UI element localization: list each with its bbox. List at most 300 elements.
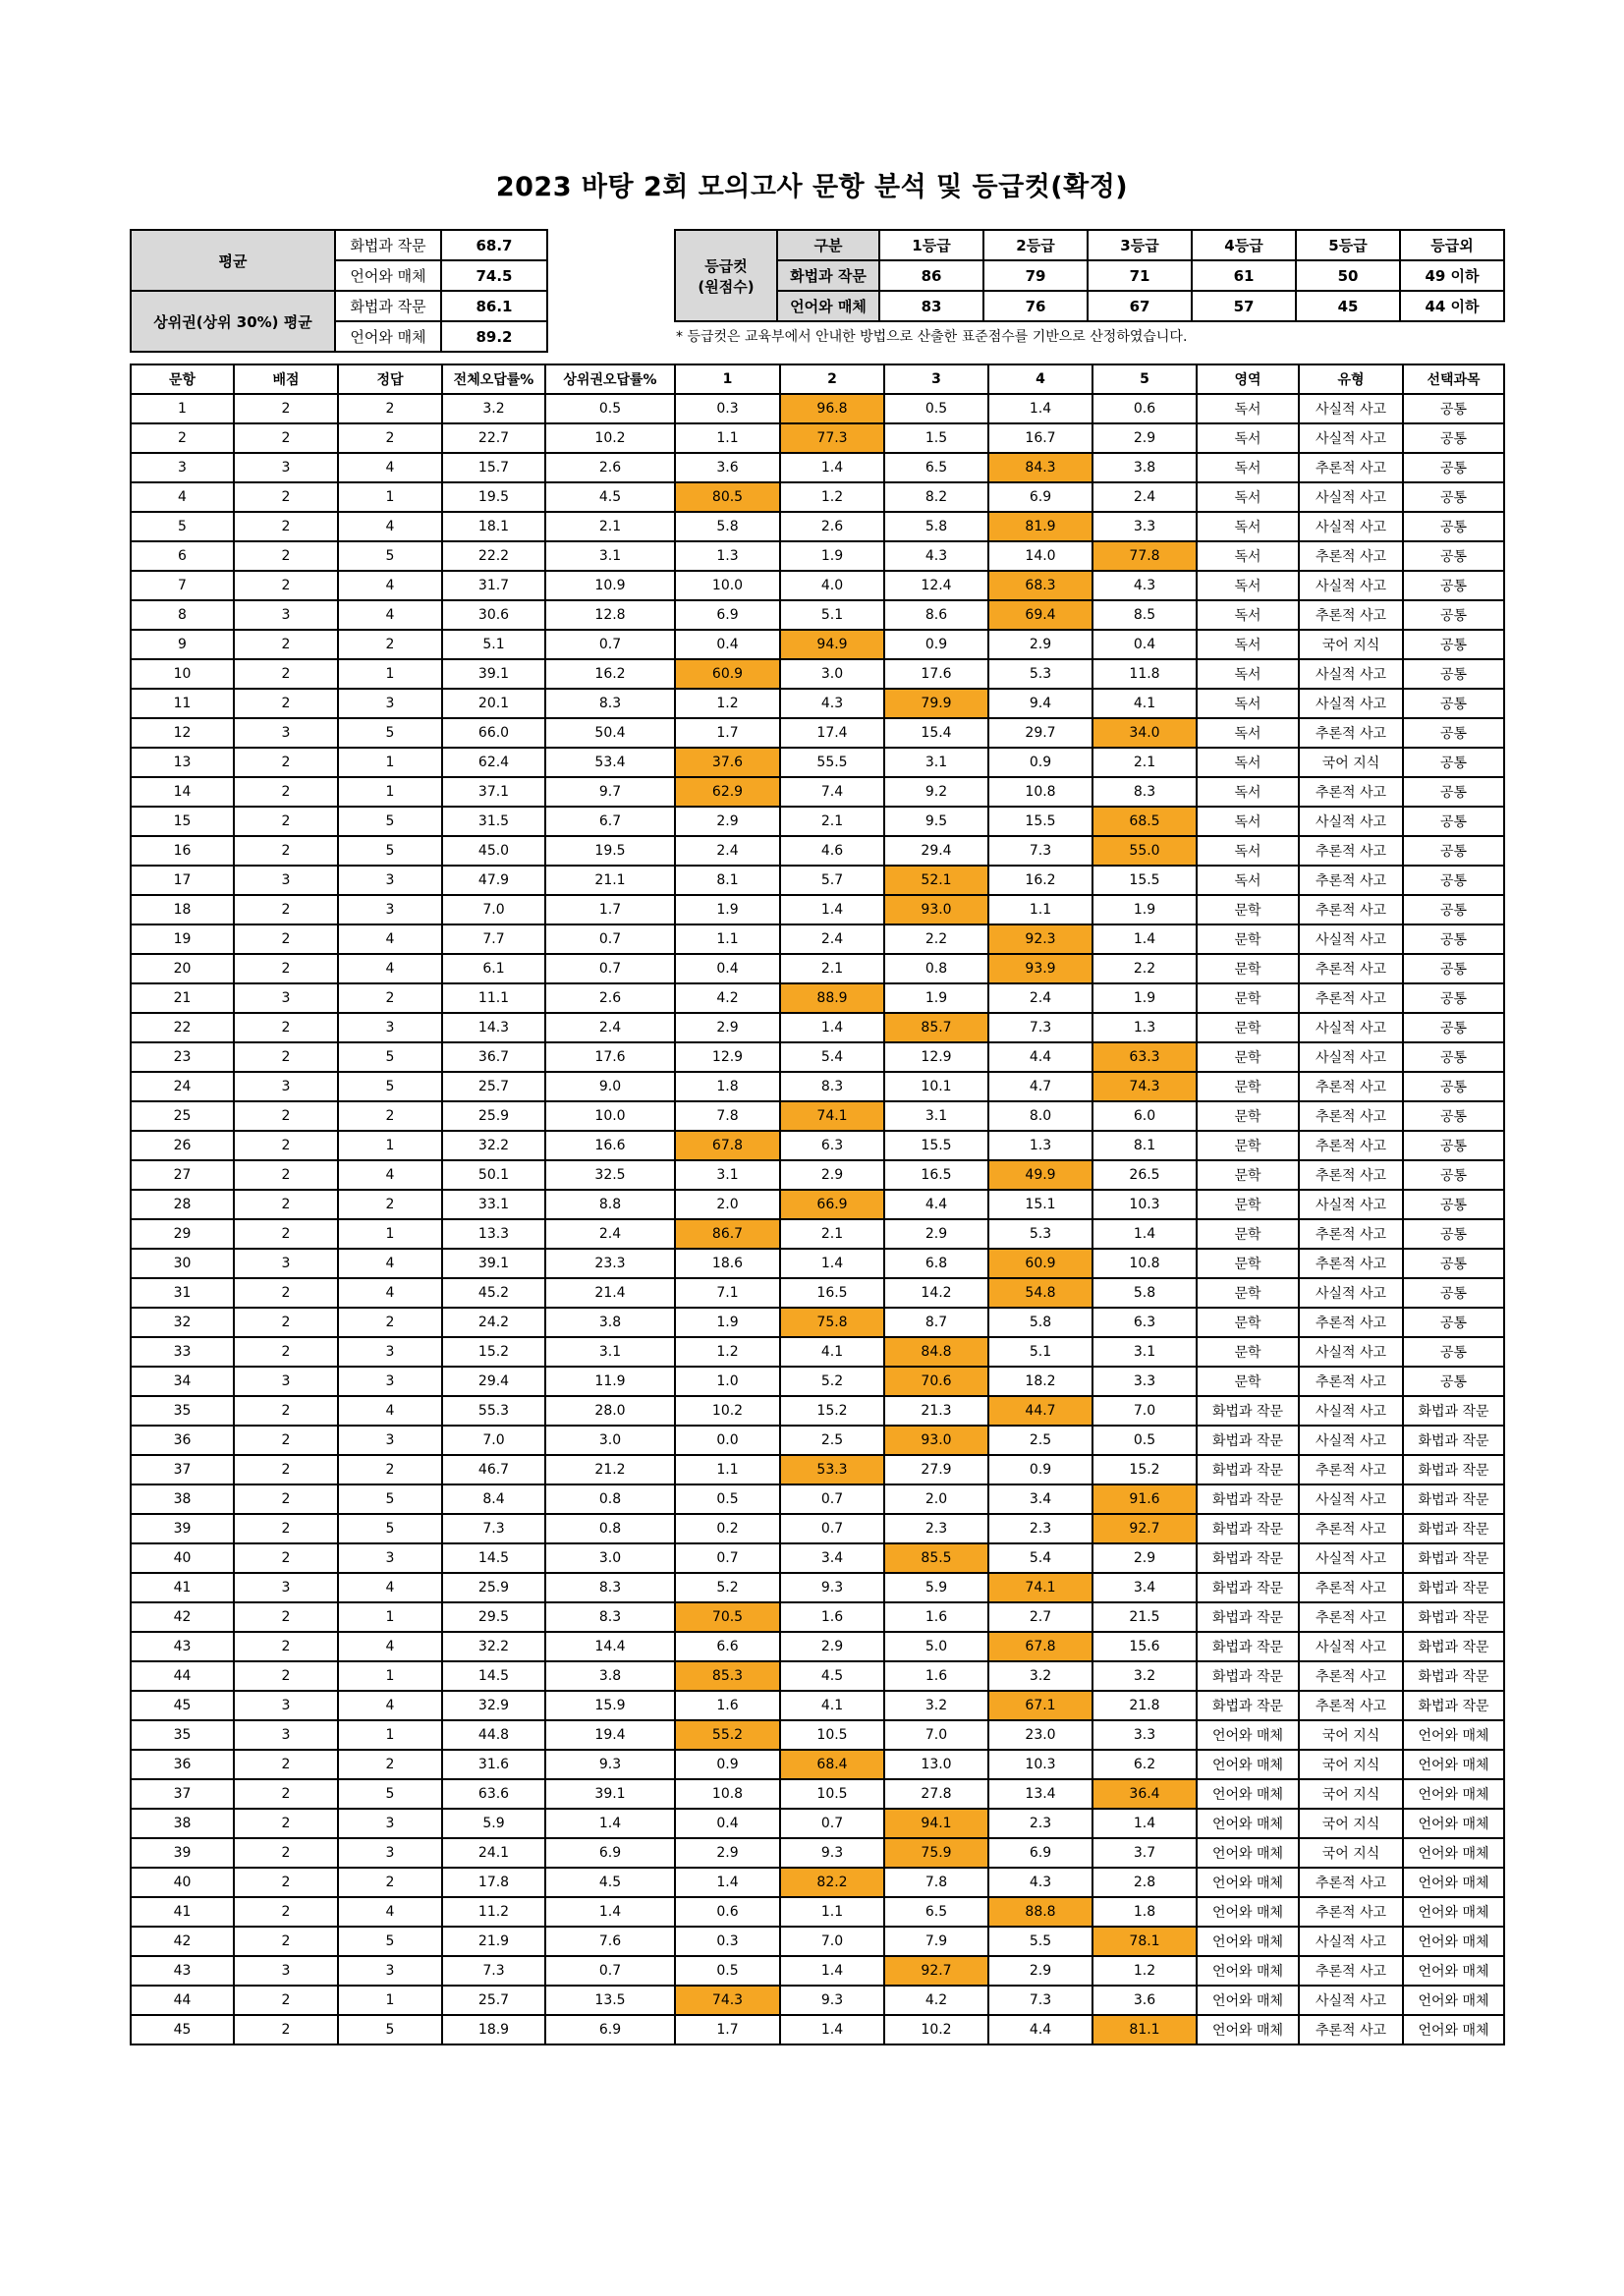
points: 3 [234,1072,338,1101]
elective: 화법과 작문 [1403,1573,1504,1602]
overall-error-rate: 31.6 [442,1750,545,1779]
choice-3-rate: 13.0 [884,1750,988,1779]
elective: 공통 [1403,807,1504,836]
choice-2-rate: 4.1 [780,1691,884,1720]
type: 추론적 사고 [1299,1455,1403,1484]
domain: 문학 [1197,1013,1299,1042]
domain: 독서 [1197,600,1299,630]
type: 추론적 사고 [1299,718,1403,748]
choice-1-rate: 10.2 [675,1396,780,1426]
answer: 2 [338,1101,442,1131]
table-row [131,541,1504,571]
choice-2-rate: 4.1 [780,1337,884,1367]
overall-error-rate: 3.2 [442,394,545,423]
points: 2 [234,1278,338,1308]
choice-4-rate: 2.9 [988,630,1092,659]
top-error-rate: 0.8 [545,1514,675,1543]
item-number: 42 [131,1927,234,1956]
type: 사실적 사고 [1299,1927,1403,1956]
answer: 1 [338,1131,442,1160]
choice-3-rate: 6.8 [884,1249,988,1278]
overall-error-rate: 47.9 [442,866,545,895]
cutoff-value: 61 [1192,260,1296,291]
overall-error-rate: 5.1 [442,630,545,659]
type: 사실적 사고 [1299,659,1403,689]
elective: 공통 [1403,718,1504,748]
choice-1-rate: 0.3 [675,394,780,423]
choice-4-rate: 92.3 [988,924,1092,954]
points: 3 [234,1956,338,1986]
answer: 4 [338,1691,442,1720]
table-row [131,1337,1504,1367]
table-row [131,1101,1504,1131]
elective: 공통 [1403,659,1504,689]
cutoff-note: * 등급컷은 교육부에서 안내한 방법으로 산출한 표준점수를 기반으로 산정하였습니다. [676,329,1188,345]
choice-3-rate: 3.1 [884,748,988,777]
overall-error-rate: 29.5 [442,1602,545,1632]
item-number: 44 [131,1986,234,2015]
table-row [131,1543,1504,1573]
overall-error-rate: 19.5 [442,482,545,512]
choice-3-rate: 3.2 [884,1691,988,1720]
points: 3 [234,866,338,895]
overall-error-rate: 25.9 [442,1101,545,1131]
domain: 문학 [1197,954,1299,983]
choice-5-rate: 10.8 [1092,1249,1197,1278]
choice-1-rate: 2.9 [675,1838,780,1868]
type: 사실적 사고 [1299,571,1403,600]
choice-2-rate: 4.5 [780,1661,884,1691]
cutoff-value: 86 [879,260,983,291]
choice-4-rate: 16.7 [988,423,1092,453]
choice-4-rate: 7.3 [988,836,1092,866]
choice-3-rate: 4.2 [884,1986,988,2015]
answer: 4 [338,1249,442,1278]
choice-3-rate: 14.2 [884,1278,988,1308]
choice-4-rate: 8.0 [988,1101,1092,1131]
elective: 화법과 작문 [1403,1661,1504,1691]
type: 국어 지식 [1299,748,1403,777]
top-error-rate: 4.5 [545,1868,675,1897]
choice-1-rate: 0.4 [675,954,780,983]
item-number: 21 [131,983,234,1013]
choice-2-rate: 9.3 [780,1573,884,1602]
item-number: 42 [131,1602,234,1632]
choice-4-rate: 3.4 [988,1484,1092,1514]
choice-2-rate: 82.2 [780,1868,884,1897]
domain: 문학 [1197,1249,1299,1278]
choice-3-rate: 0.5 [884,394,988,423]
points: 2 [234,924,338,954]
choice-5-rate: 2.1 [1092,748,1197,777]
choice-5-rate: 4.3 [1092,571,1197,600]
choice-5-rate: 8.5 [1092,600,1197,630]
type: 사실적 사고 [1299,924,1403,954]
choice-2-rate: 7.4 [780,777,884,807]
choice-4-rate: 49.9 [988,1160,1092,1190]
answer: 5 [338,718,442,748]
choice-3-rate: 1.6 [884,1661,988,1691]
choice-3-rate: 3.1 [884,1101,988,1131]
choice-3-rate: 12.9 [884,1042,988,1072]
overall-error-rate: 25.7 [442,1986,545,2015]
domain: 언어와 매체 [1197,1956,1299,1986]
type: 추론적 사고 [1299,1573,1403,1602]
choice-3-rate: 27.9 [884,1455,988,1484]
elective: 언어와 매체 [1403,1720,1504,1750]
elective: 공통 [1403,453,1504,482]
choice-1-rate: 1.2 [675,1337,780,1367]
item-number: 40 [131,1868,234,1897]
type: 추론적 사고 [1299,1661,1403,1691]
choice-5-rate: 78.1 [1092,1927,1197,1956]
average-value: 89.2 [441,321,547,352]
item-number: 38 [131,1484,234,1514]
choice-4-rate: 29.7 [988,718,1092,748]
item-number: 2 [131,423,234,453]
choice-4-rate: 15.5 [988,807,1092,836]
elective: 공통 [1403,1249,1504,1278]
item-number: 3 [131,453,234,482]
type: 추론적 사고 [1299,1691,1403,1720]
column-header: 전체오답률% [442,364,545,394]
answer: 1 [338,1720,442,1750]
type: 사실적 사고 [1299,482,1403,512]
elective: 공통 [1403,512,1504,541]
domain: 화법과 작문 [1197,1396,1299,1426]
points: 2 [234,689,338,718]
points: 2 [234,1455,338,1484]
choice-5-rate: 5.8 [1092,1278,1197,1308]
top-error-rate: 23.3 [545,1249,675,1278]
choice-5-rate: 63.3 [1092,1042,1197,1072]
choice-1-rate: 2.4 [675,836,780,866]
top-error-rate: 3.1 [545,1337,675,1367]
top-error-rate: 0.7 [545,924,675,954]
elective: 화법과 작문 [1403,1543,1504,1573]
answer: 5 [338,1514,442,1543]
overall-error-rate: 21.9 [442,1927,545,1956]
type: 사실적 사고 [1299,1484,1403,1514]
item-number: 26 [131,1131,234,1160]
choice-2-rate: 66.9 [780,1190,884,1219]
choice-2-rate: 1.4 [780,1013,884,1042]
top-error-rate: 4.5 [545,482,675,512]
choice-5-rate: 34.0 [1092,718,1197,748]
choice-3-rate: 84.8 [884,1337,988,1367]
item-number: 17 [131,866,234,895]
choice-2-rate: 0.7 [780,1809,884,1838]
choice-4-rate: 93.9 [988,954,1092,983]
average-value: 68.7 [441,230,547,260]
points: 3 [234,1367,338,1396]
type: 사실적 사고 [1299,689,1403,718]
choice-2-rate: 0.7 [780,1484,884,1514]
choice-5-rate: 3.7 [1092,1838,1197,1868]
answer: 4 [338,1278,442,1308]
overall-error-rate: 22.2 [442,541,545,571]
type: 추론적 사고 [1299,866,1403,895]
points: 2 [234,2015,338,2044]
choice-5-rate: 3.8 [1092,453,1197,482]
points: 2 [234,1779,338,1809]
points: 2 [234,1160,338,1190]
points: 2 [234,1868,338,1897]
top-error-rate: 3.8 [545,1661,675,1691]
item-number: 41 [131,1897,234,1927]
choice-3-rate: 79.9 [884,689,988,718]
choice-4-rate: 6.9 [988,1838,1092,1868]
overall-error-rate: 36.7 [442,1042,545,1072]
answer: 1 [338,1219,442,1249]
type: 사실적 사고 [1299,807,1403,836]
answer: 2 [338,1455,442,1484]
answer: 5 [338,1779,442,1809]
choice-2-rate: 2.9 [780,1160,884,1190]
item-number: 30 [131,1249,234,1278]
item-number: 4 [131,482,234,512]
choice-5-rate: 6.2 [1092,1750,1197,1779]
choice-3-rate: 27.8 [884,1779,988,1809]
top-error-rate: 8.3 [545,1602,675,1632]
overall-error-rate: 7.3 [442,1514,545,1543]
type: 국어 지식 [1299,630,1403,659]
choice-2-rate: 10.5 [780,1720,884,1750]
choice-3-rate: 29.4 [884,836,988,866]
average-subject: 언어와 매체 [335,321,441,352]
choice-3-rate: 85.7 [884,1013,988,1042]
choice-3-rate: 94.1 [884,1809,988,1838]
choice-3-rate: 75.9 [884,1838,988,1868]
answer: 4 [338,954,442,983]
points: 2 [234,1661,338,1691]
elective: 화법과 작문 [1403,1632,1504,1661]
choice-3-rate: 5.9 [884,1573,988,1602]
choice-3-rate: 12.4 [884,571,988,600]
page-title: 2023 바탕 2회 모의고사 문항 분석 및 등급컷(확정) [495,172,1129,202]
column-header: 문항 [131,364,234,394]
elective: 언어와 매체 [1403,1779,1504,1809]
choice-5-rate: 4.1 [1092,689,1197,718]
average-subject: 화법과 작문 [335,230,441,260]
domain: 독서 [1197,718,1299,748]
points: 3 [234,1573,338,1602]
choice-2-rate: 5.4 [780,1042,884,1072]
average-value: 86.1 [441,291,547,321]
choice-4-rate: 5.1 [988,1337,1092,1367]
answer: 4 [338,512,442,541]
overall-error-rate: 45.2 [442,1278,545,1308]
answer: 4 [338,1632,442,1661]
choice-4-rate: 68.3 [988,571,1092,600]
choice-2-rate: 5.2 [780,1367,884,1396]
choice-4-rate: 84.3 [988,453,1092,482]
points: 2 [234,1484,338,1514]
overall-error-rate: 14.5 [442,1661,545,1691]
choice-1-rate: 70.5 [675,1602,780,1632]
elective: 공통 [1403,1337,1504,1367]
points: 2 [234,1632,338,1661]
choice-5-rate: 2.9 [1092,423,1197,453]
answer: 5 [338,1927,442,1956]
answer: 1 [338,659,442,689]
table-row [131,1927,1504,1956]
choice-1-rate: 10.0 [675,571,780,600]
choice-3-rate: 4.3 [884,541,988,571]
answer: 5 [338,1072,442,1101]
choice-4-rate: 16.2 [988,866,1092,895]
table-row [131,807,1504,836]
top-error-rate: 0.7 [545,630,675,659]
points: 2 [234,807,338,836]
top-error-rate: 32.5 [545,1160,675,1190]
top-error-rate: 8.3 [545,1573,675,1602]
choice-3-rate: 1.5 [884,423,988,453]
answer: 1 [338,482,442,512]
overall-error-rate: 24.2 [442,1308,545,1337]
choice-5-rate: 1.9 [1092,983,1197,1013]
item-analysis-table [130,364,1505,2045]
choice-4-rate: 69.4 [988,600,1092,630]
choice-5-rate: 10.3 [1092,1190,1197,1219]
choice-2-rate: 94.9 [780,630,884,659]
choice-1-rate: 0.5 [675,1484,780,1514]
answer: 2 [338,983,442,1013]
domain: 언어와 매체 [1197,1986,1299,2015]
table-row [131,1956,1504,1986]
answer: 1 [338,1661,442,1691]
type: 추론적 사고 [1299,777,1403,807]
table-row [131,600,1504,630]
type: 국어 지식 [1299,1750,1403,1779]
top-error-rate: 6.9 [545,1838,675,1868]
item-number: 27 [131,1160,234,1190]
table-row [131,1455,1504,1484]
choice-1-rate: 1.7 [675,2015,780,2044]
overall-error-rate: 15.7 [442,453,545,482]
choice-5-rate: 21.8 [1092,1691,1197,1720]
domain: 화법과 작문 [1197,1632,1299,1661]
domain: 문학 [1197,1042,1299,1072]
domain: 독서 [1197,394,1299,423]
domain: 화법과 작문 [1197,1455,1299,1484]
choice-5-rate: 1.8 [1092,1897,1197,1927]
cutoff-header: 3등급 [1088,230,1192,260]
choice-3-rate: 7.8 [884,1868,988,1897]
choice-5-rate: 2.9 [1092,1543,1197,1573]
type: 추론적 사고 [1299,1219,1403,1249]
item-number: 22 [131,1013,234,1042]
elective: 공통 [1403,924,1504,954]
answer: 3 [338,895,442,924]
choice-2-rate: 5.1 [780,600,884,630]
table-row [131,1809,1504,1838]
domain: 문학 [1197,1219,1299,1249]
choice-2-rate: 1.4 [780,895,884,924]
type: 추론적 사고 [1299,1131,1403,1160]
table-row [131,718,1504,748]
domain: 언어와 매체 [1197,2015,1299,2044]
answer: 4 [338,1897,442,1927]
column-header: 상위권오답률% [545,364,675,394]
answer: 3 [338,1426,442,1455]
choice-1-rate: 7.1 [675,1278,780,1308]
choice-3-rate: 4.4 [884,1190,988,1219]
choice-5-rate: 2.4 [1092,482,1197,512]
answer: 3 [338,1838,442,1868]
answer: 2 [338,630,442,659]
type: 사실적 사고 [1299,1013,1403,1042]
type: 추론적 사고 [1299,1101,1403,1131]
domain: 화법과 작문 [1197,1691,1299,1720]
choice-4-rate: 4.4 [988,1042,1092,1072]
elective: 화법과 작문 [1403,1484,1504,1514]
domain: 독서 [1197,630,1299,659]
choice-4-rate: 1.3 [988,1131,1092,1160]
answer: 5 [338,1042,442,1072]
choice-1-rate: 8.1 [675,866,780,895]
elective: 화법과 작문 [1403,1455,1504,1484]
top-error-rate: 50.4 [545,718,675,748]
choice-5-rate: 3.3 [1092,1720,1197,1750]
choice-1-rate: 67.8 [675,1131,780,1160]
choice-1-rate: 60.9 [675,659,780,689]
top-error-rate: 3.1 [545,541,675,571]
column-header: 3 [884,364,988,394]
table-row [131,777,1504,807]
item-number: 37 [131,1779,234,1809]
elective: 언어와 매체 [1403,1809,1504,1838]
choice-1-rate: 62.9 [675,777,780,807]
choice-2-rate: 96.8 [780,394,884,423]
top-error-rate: 2.4 [545,1219,675,1249]
answer: 4 [338,453,442,482]
overall-error-rate: 14.5 [442,1543,545,1573]
points: 3 [234,1720,338,1750]
cutoff-value: 50 [1296,260,1400,291]
answer: 3 [338,1809,442,1838]
choice-3-rate: 1.9 [884,983,988,1013]
choice-2-rate: 1.2 [780,482,884,512]
domain: 독서 [1197,836,1299,866]
item-number: 6 [131,541,234,571]
overall-error-rate: 63.6 [442,1779,545,1809]
table-row [131,895,1504,924]
choice-4-rate: 2.9 [988,1956,1092,1986]
choice-2-rate: 1.1 [780,1897,884,1927]
elective: 공통 [1403,1101,1504,1131]
points: 2 [234,1131,338,1160]
choice-5-rate: 15.5 [1092,866,1197,895]
choice-5-rate: 3.4 [1092,1573,1197,1602]
type: 추론적 사고 [1299,1897,1403,1927]
choice-1-rate: 0.2 [675,1514,780,1543]
choice-5-rate: 15.6 [1092,1632,1197,1661]
answer: 4 [338,1396,442,1426]
choice-1-rate: 12.9 [675,1042,780,1072]
table-row [131,1190,1504,1219]
choice-1-rate: 0.4 [675,1809,780,1838]
choice-2-rate: 15.2 [780,1396,884,1426]
choice-5-rate: 11.8 [1092,659,1197,689]
item-number: 29 [131,1219,234,1249]
item-number: 34 [131,1367,234,1396]
domain: 문학 [1197,924,1299,954]
choice-2-rate: 2.5 [780,1426,884,1455]
elective: 공통 [1403,1131,1504,1160]
choice-5-rate: 1.4 [1092,1219,1197,1249]
answer: 3 [338,1367,442,1396]
